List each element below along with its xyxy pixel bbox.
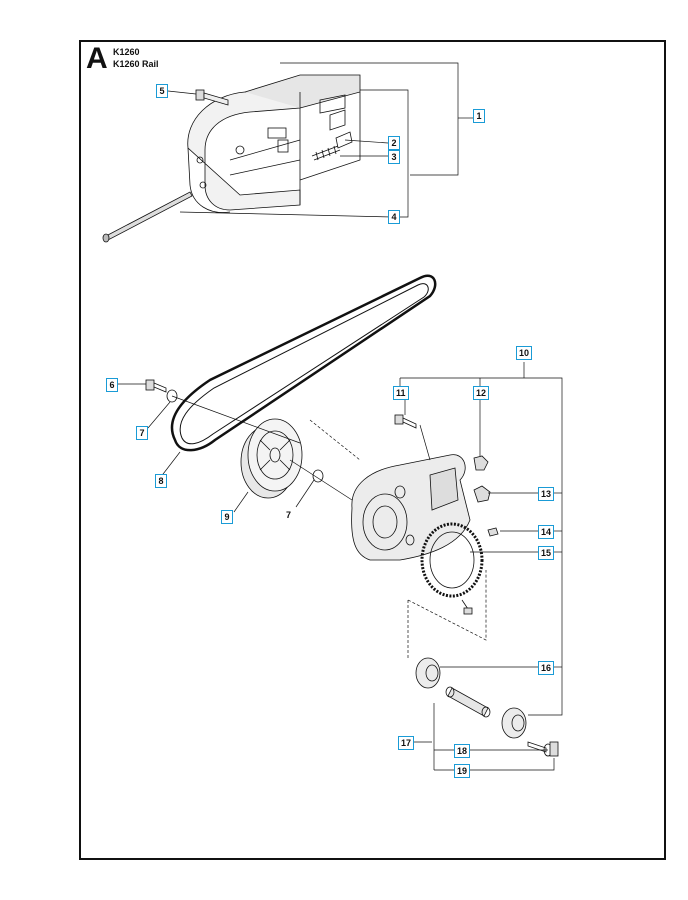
callout-18: 18 [454, 744, 470, 758]
screw-14 [488, 528, 498, 536]
callout-8: 8 [155, 474, 167, 488]
bearing-16b [502, 708, 526, 738]
callout-2: 2 [388, 136, 400, 150]
nut-13 [474, 486, 490, 502]
callout-15: 15 [538, 546, 554, 560]
callout-3: 3 [388, 150, 400, 164]
callout-7-washer: 7 [136, 426, 148, 440]
callout-19: 19 [454, 764, 470, 778]
callout-13: 13 [538, 487, 554, 501]
model-label-1: K1260 [113, 47, 140, 57]
callout-7-washer-pulley: 7 [286, 510, 292, 520]
section-letter: A [86, 42, 108, 75]
callout-6: 6 [106, 378, 118, 392]
shaft-17 [446, 687, 490, 717]
callout-12: 12 [473, 386, 489, 400]
callout-10: 10 [516, 346, 532, 360]
callout-9: 9 [221, 510, 233, 524]
callout-4: 4 [388, 210, 400, 224]
callout-16: 16 [538, 661, 554, 675]
gear-housing-10 [352, 455, 470, 560]
bearing-16a [416, 658, 440, 688]
pulley-9 [241, 419, 302, 498]
callout-17: 17 [398, 736, 414, 750]
long-bolt-4 [103, 192, 192, 242]
bolt-18-washer-19 [528, 742, 558, 756]
callout-1: 1 [473, 109, 485, 123]
leader-lines [118, 63, 562, 770]
callout-5: 5 [156, 84, 168, 98]
nut-12 [474, 456, 488, 470]
callout-14: 14 [538, 525, 554, 539]
callout-11: 11 [393, 386, 409, 400]
spring-3 [312, 146, 340, 160]
screw-6 [146, 380, 166, 392]
model-label-2: K1260 Rail [113, 59, 159, 69]
screw-11 [395, 415, 416, 428]
